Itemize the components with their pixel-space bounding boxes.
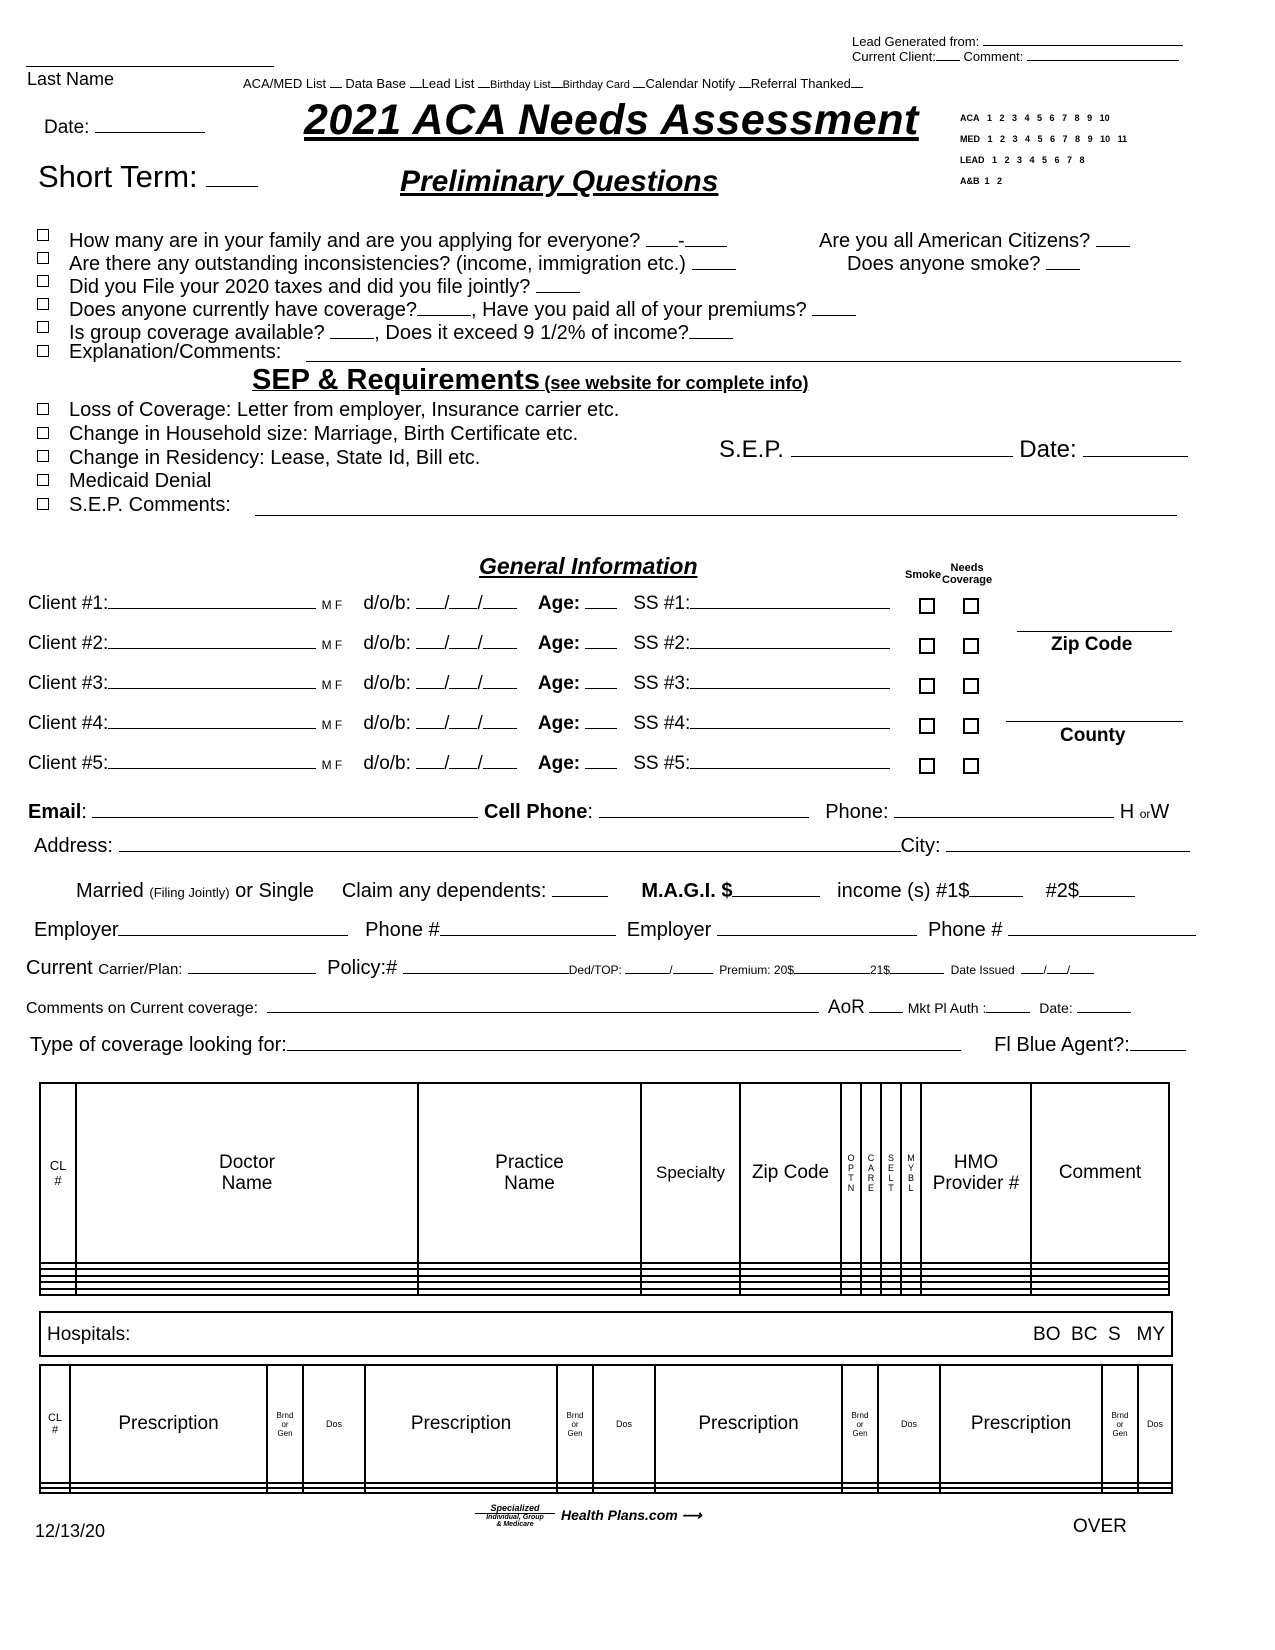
dosage-header: Dos <box>878 1365 940 1483</box>
table-cell[interactable] <box>1102 1488 1138 1493</box>
table-cell[interactable] <box>1138 1488 1172 1493</box>
lead-generated: Lead Generated from: <box>852 32 1183 49</box>
dosage-header: Dos <box>1138 1365 1172 1483</box>
question-citizens: Are you all American Citizens? <box>819 226 1130 253</box>
table-cell[interactable] <box>557 1488 593 1493</box>
smoke-checkbox[interactable] <box>919 758 935 774</box>
comments-coverage[interactable]: Comments on Current coverage: AoR Mkt Pl Auth : Date: <box>26 996 1131 1019</box>
client-row[interactable]: Client #2: M F d/o/b: / / Age: SS #2: <box>28 629 890 655</box>
checkbox[interactable] <box>37 403 49 415</box>
table-cell[interactable] <box>593 1488 655 1493</box>
checkbox[interactable] <box>37 427 49 439</box>
table-row[interactable] <box>40 1289 1169 1295</box>
prescription-header: Prescription <box>365 1365 557 1483</box>
checkbox[interactable] <box>37 474 49 486</box>
client-row[interactable]: Client #4: M F d/o/b: / / Age: SS #4: <box>28 709 890 735</box>
checkbox[interactable] <box>37 275 49 287</box>
specialty-header: Specialty <box>641 1083 740 1263</box>
checkbox[interactable] <box>37 450 49 462</box>
zip-label: Zip Code <box>1051 634 1133 655</box>
smoke-checkbox[interactable] <box>919 678 935 694</box>
needs-coverage-checkbox[interactable] <box>963 758 979 774</box>
table-cell[interactable] <box>861 1289 881 1295</box>
table-cell[interactable] <box>40 1289 76 1295</box>
table-cell[interactable] <box>655 1488 842 1493</box>
table-cell[interactable] <box>940 1488 1102 1493</box>
practice-name-header: Practice Name <box>418 1083 641 1263</box>
table-cell[interactable] <box>303 1488 365 1493</box>
client-row[interactable]: Client #5: M F d/o/b: / / Age: SS #5: <box>28 749 890 775</box>
client-row[interactable]: Client #1: M F d/o/b: / / Age: SS #1: <box>28 589 890 615</box>
table-cell[interactable] <box>740 1289 841 1295</box>
checkbox[interactable] <box>37 252 49 264</box>
logo: Specialized Individual, Group & Medicare <box>475 1503 555 1528</box>
prescription-table <box>39 1364 1173 1494</box>
checkbox[interactable] <box>37 321 49 333</box>
zip-line[interactable] <box>1017 631 1172 632</box>
selt-header: S E L T <box>881 1083 901 1263</box>
optn-header: O P T N <box>841 1083 861 1263</box>
checkbox[interactable] <box>37 229 49 241</box>
current-client: Current Client: Comment: <box>852 47 1179 64</box>
dosage-header: Dos <box>303 1365 365 1483</box>
preliminary-heading: Preliminary Questions <box>400 165 719 198</box>
lead-sources: ACA/MED List Data Base Lead List Birthday List Birthday Card Calendar Notify Referral Thanked <box>243 74 863 91</box>
over-label: OVER <box>1073 1516 1127 1537</box>
dosage-header: Dos <box>593 1365 655 1483</box>
needs-coverage-checkbox[interactable] <box>963 678 979 694</box>
smoke-checkbox[interactable] <box>919 718 935 734</box>
table-cell[interactable] <box>365 1488 557 1493</box>
smoke-checkbox[interactable] <box>919 638 935 654</box>
last-name-label: Last Name <box>27 69 115 89</box>
doctor-name-header: Doctor Name <box>76 1083 418 1263</box>
table-cell[interactable] <box>641 1289 740 1295</box>
sep-comments-label: S.E.P. Comments: <box>69 494 231 516</box>
arrow-icon: ⟶ <box>681 1507 702 1523</box>
sep-heading: SEP & Requirements (see website for complete info) <box>252 364 809 396</box>
last-name-line[interactable] <box>26 66 274 67</box>
brand-generic-header: Brnd or Gen <box>267 1365 303 1483</box>
table-cell[interactable] <box>901 1289 921 1295</box>
coverage-type-field[interactable]: Type of coverage looking for: Fl Blue Agent?: <box>30 1030 1186 1057</box>
table-cell[interactable] <box>921 1289 1031 1295</box>
general-heading: General Information <box>479 553 698 579</box>
needs-coverage-checkbox[interactable] <box>963 598 979 614</box>
comment-header: Comment <box>1031 1083 1169 1263</box>
revision-date: 12/13/20 <box>35 1521 106 1541</box>
address-field[interactable]: Address: City: <box>34 831 1190 858</box>
table-cell[interactable] <box>267 1488 303 1493</box>
question-family: How many are in your family and are you applying for everyone? - <box>69 226 727 253</box>
page-title: 2021 ACA Needs Assessment <box>304 96 919 144</box>
sep-medicaid: Medicaid Denial <box>69 470 212 492</box>
table-cell[interactable] <box>40 1488 70 1493</box>
employer-field[interactable]: Employer Phone # Employer Phone # <box>34 915 1196 942</box>
sep-residency: Change in Residency: Lease, State Id, Bill etc. <box>69 447 481 469</box>
county-line[interactable] <box>1006 721 1183 722</box>
short-term-field[interactable]: Short Term: <box>38 155 258 195</box>
filing-status[interactable]: Married (Filing Jointly) or Single Claim any dependents: M.A.G.I. $ income (s) #1$ #2$ <box>76 876 1135 903</box>
table-cell[interactable] <box>841 1289 861 1295</box>
care-header: C A R E <box>861 1083 881 1263</box>
question-inconsistencies: Are there any outstanding inconsistencies? (income, immigration etc.) <box>69 249 736 276</box>
hmo-provider-header: HMO Provider # <box>921 1083 1031 1263</box>
question-taxes: Did you File your 2020 taxes and did you file jointly? <box>69 272 580 299</box>
cl-header: CL # <box>40 1083 76 1263</box>
hospitals-label: Hospitals: <box>47 1324 131 1345</box>
prescription-header: Prescription <box>70 1365 267 1483</box>
doctor-table <box>39 1082 1170 1296</box>
brand-generic-header: Brnd or Gen <box>842 1365 878 1483</box>
question-group: Is group coverage available? , Does it exceed 9 1/2% of income? <box>69 318 733 345</box>
hospitals-box[interactable] <box>39 1311 1173 1357</box>
brand-generic-header: Brnd or Gen <box>1102 1365 1138 1483</box>
checkbox[interactable] <box>37 498 49 510</box>
sep-field[interactable]: S.E.P. Date: <box>719 432 1188 464</box>
needs-coverage-checkbox[interactable] <box>963 718 979 734</box>
checkbox[interactable] <box>37 298 49 310</box>
table-row[interactable] <box>40 1488 1172 1493</box>
sep-comments-line[interactable] <box>255 515 1177 516</box>
email-field[interactable]: Email: Cell Phone: Phone: H orW <box>28 797 1169 824</box>
smoke-checkbox[interactable] <box>919 598 935 614</box>
mybl-header: M Y B L <box>901 1083 921 1263</box>
explanation-line[interactable] <box>306 361 1181 362</box>
sep-household: Change in Household size: Marriage, Birth Certificate etc. <box>69 423 579 445</box>
brand-generic-header: Brnd or Gen <box>557 1365 593 1483</box>
table-cell[interactable] <box>842 1488 878 1493</box>
table-cell[interactable] <box>70 1488 267 1493</box>
hospital-codes: BO BC S MY <box>1033 1324 1165 1345</box>
table-cell[interactable] <box>881 1289 901 1295</box>
question-coverage: Does anyone currently have coverage? , Have you paid all of your premiums? <box>69 295 856 322</box>
prescription-header: Prescription <box>655 1365 842 1483</box>
sep-loss-coverage: Loss of Coverage: Letter from employer, Insurance carrier etc. <box>69 399 620 421</box>
table-cell[interactable] <box>76 1289 418 1295</box>
checkbox[interactable] <box>37 345 49 357</box>
table-cell[interactable] <box>1031 1289 1169 1295</box>
needs-coverage-checkbox[interactable] <box>963 638 979 654</box>
client-row[interactable]: Client #3: M F d/o/b: / / Age: SS #3: <box>28 669 890 695</box>
smoke-header: Smoke <box>905 569 942 581</box>
counters: ACA 1 2 3 4 5 6 7 8 9 10 MED 1 2 3 4 5 6 7 8 9 10 11 LEAD 1 2 3 4 5 6 7 8 A&B 1 2 <box>960 113 1128 186</box>
date-field[interactable]: Date: <box>44 113 205 139</box>
needs-coverage-header: Needs Coverage <box>942 562 993 586</box>
question-smoke: Does anyone smoke? <box>847 249 1080 276</box>
rx-cl-header: CL # <box>40 1365 70 1483</box>
prescription-header: Prescription <box>940 1365 1102 1483</box>
county-label: County <box>1060 725 1126 746</box>
current-carrier[interactable]: Current Carrier/Plan: Policy:# Ded/TOP: / Premium: 20$ 21$ Date Issued / / <box>26 953 1094 980</box>
logo-name: Health Plans.com ⟶ <box>561 1507 702 1523</box>
zip-code-header: Zip Code <box>740 1083 841 1263</box>
table-cell[interactable] <box>418 1289 641 1295</box>
explanation-label: Explanation/Comments: <box>69 341 282 363</box>
table-cell[interactable] <box>878 1488 940 1493</box>
